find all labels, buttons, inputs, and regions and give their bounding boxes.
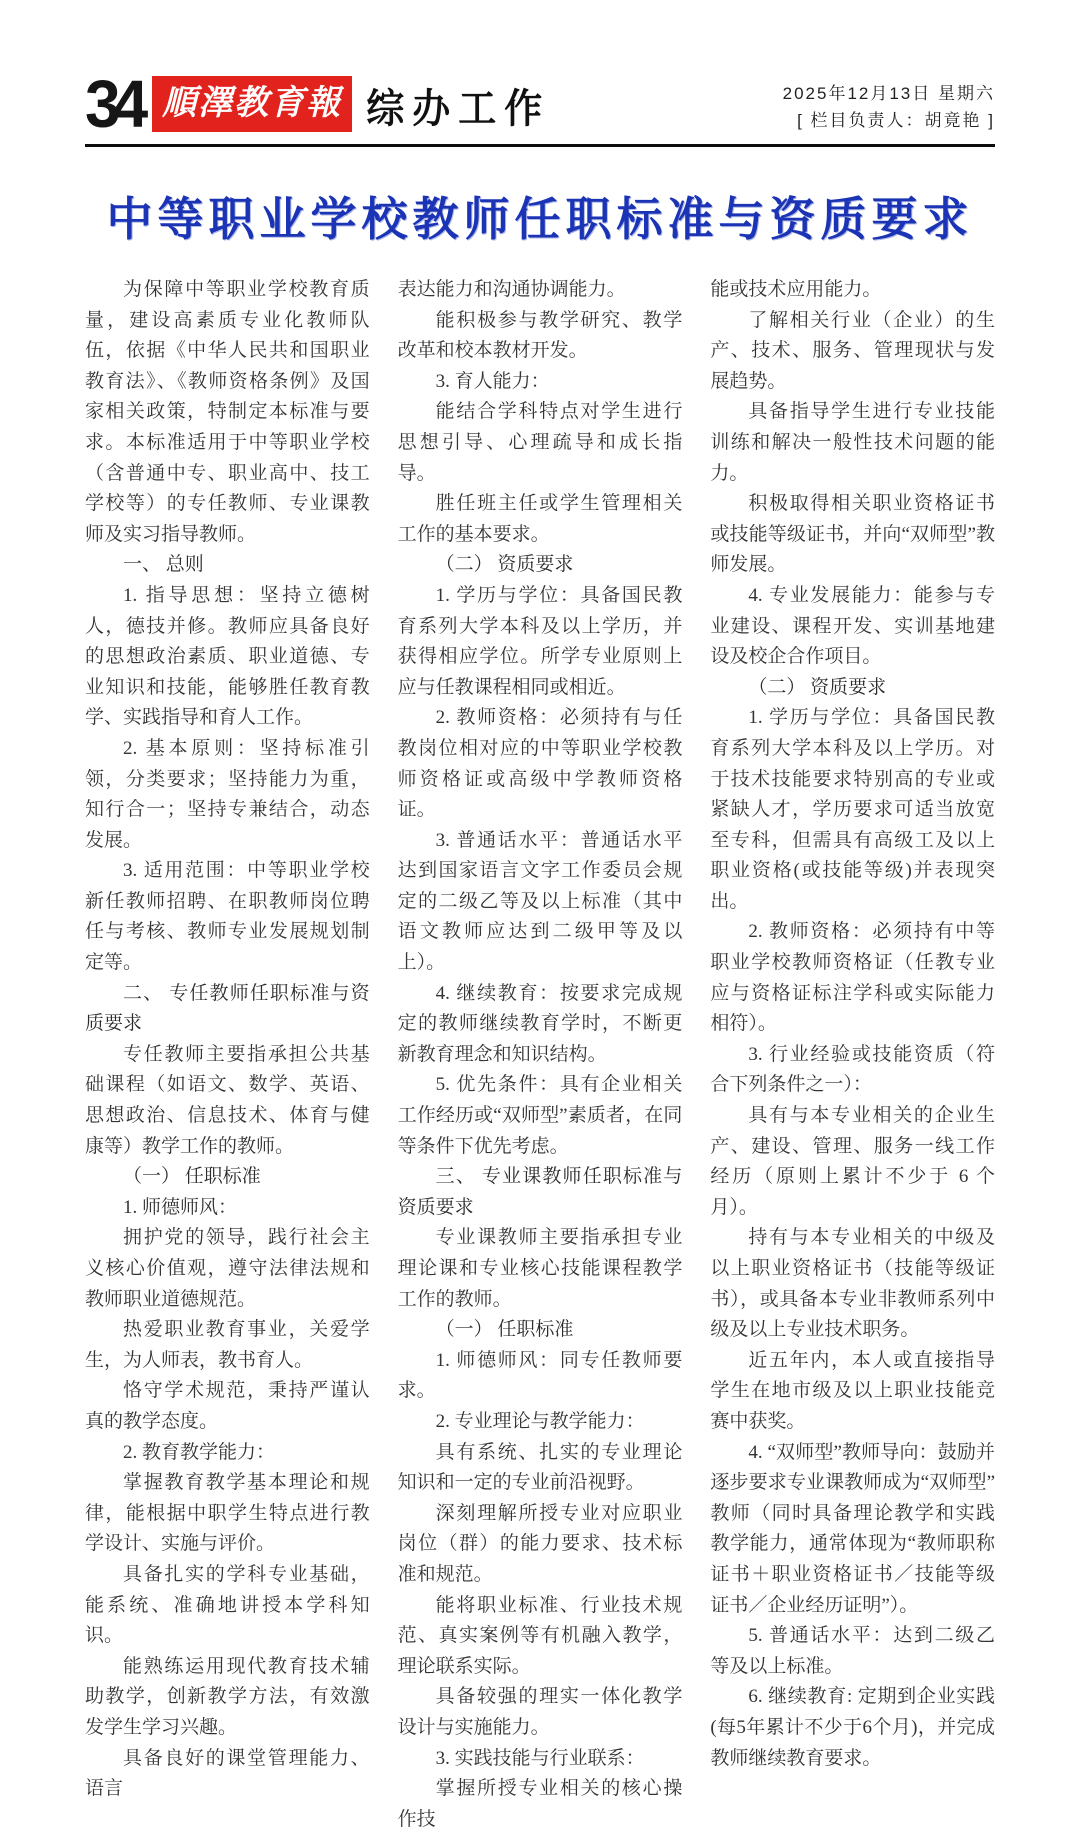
column-3 bbox=[710, 275, 995, 1835]
paragraph: 2. 专业理论与教学能力： bbox=[435, 1410, 645, 1432]
paragraph: 具备扎实的学科专业基础，能系统、准确地讲授本学科知识。 bbox=[85, 1563, 370, 1647]
date-line: 2025年12月13日 星期六 bbox=[782, 84, 995, 103]
paragraph: 表达能力和沟通协调能力。 bbox=[397, 279, 626, 300]
header-left bbox=[85, 66, 551, 142]
paragraph: 恪守学术规范，秉持严谨认真的教学态度。 bbox=[85, 1380, 370, 1432]
paragraph: 具有系统、扎实的专业理论知识和一定的专业前沿视野。 bbox=[397, 1441, 683, 1494]
paragraph: 具备较强的理实一体化教学设计与实施能力。 bbox=[397, 1686, 683, 1738]
paragraph: 1. 指导思想：坚持立德树人，德技并修。教师应具备良好的思想政治素质、职业道德、专业知识和技能，能够胜任教育教学、实践指导和育人工作。 bbox=[85, 584, 370, 729]
article-title: 中等职业学校教师任职标准与资质要求 bbox=[106, 194, 974, 245]
paragraph: 2. 教师资格：必须持有与任教岗位相对应的中等职业学校教师资格证或高级中学教师资格证。 bbox=[397, 707, 683, 821]
paragraph: 能结合学科特点对学生进行思想引导、心理疏导和成长指导。 bbox=[397, 401, 683, 484]
paragraph: 2. 基本原则：坚持标准引领，分类要求；坚持能力为重，知行合一；坚持专兼结合，动态发展。 bbox=[85, 737, 370, 851]
paragraph: 能将职业标准、行业技术规范、真实案例等有机融入教学，理论联系实际。 bbox=[397, 1594, 683, 1677]
header-right bbox=[783, 80, 995, 136]
paragraph: 了解相关行业（企业）的生产、技术、服务、管理现状与发展趋势。 bbox=[710, 309, 996, 392]
paragraph: 拥护党的领导，践行社会主义核心价值观，遵守法律法规和教师职业道德规范。 bbox=[85, 1227, 370, 1310]
page-number: 34 bbox=[85, 66, 141, 142]
paragraph: 近五年内，本人或直接指导学生在地市级及以上职业技能竞赛中获奖。 bbox=[710, 1349, 996, 1432]
paragraph: 能或技术应用能力。 bbox=[710, 279, 882, 300]
paragraph: 3. 实践技能与行业联系： bbox=[435, 1747, 645, 1769]
section-heading: （二） 资质要求 bbox=[748, 676, 887, 698]
paragraph: 3. 普通话水平：普通话水平达到国家语言文字工作委员会规定的二级乙等及以上标准（其中语文教师应达到二级甲等及以上）。 bbox=[397, 829, 683, 974]
paragraph: 专业课教师主要指承担专业理论课和专业核心技能课程教学工作的教师。 bbox=[397, 1227, 683, 1310]
section-heading: （二） 资质要求 bbox=[435, 554, 574, 576]
paragraph: 具备指导学生进行专业技能训练和解决一般性技术问题的能力。 bbox=[710, 401, 996, 484]
paragraph: 4. “双师型”教师导向：鼓励并逐步要求专业课教师成为“双师型”教师（同时具备理论教学和实践教学能力，通常体现为“教师职称证书＋职业资格证书／技能等级证书／企业经历证明”）。 bbox=[710, 1441, 996, 1616]
paragraph: 能积极参与教学研究、教学改革和校本教材开发。 bbox=[397, 309, 683, 362]
paragraph: 持有与本专业相关的中级及以上职业资格证书（技能等级证书），或具备本专业非教师系列中级及以上专业技术职务。 bbox=[710, 1227, 996, 1341]
paragraph: 热爱职业教育事业，关爱学生，为人师表，教书育人。 bbox=[85, 1319, 370, 1371]
paragraph: 积极取得相关职业资格证书或技能等级证书，并向“双师型”教师发展。 bbox=[710, 493, 996, 576]
paragraph: 专任教师主要指承担公共基础课程（如语文、数学、英语、思想政治、信息技术、体育与健康等）教学工作的教师。 bbox=[85, 1043, 370, 1157]
paragraph: 3. 适用范围：中等职业学校新任教师招聘、在职教师岗位聘任与考核、教师专业发展规划制定等。 bbox=[85, 860, 370, 974]
paragraph: 1. 学历与学位：具备国民教育系列大学本科及以上学历。对于技术技能要求特别高的专业或紧缺人才，学历要求可适当放宽至专科，但需具有高级工及以上职业资格(或技能等级)并表现突出。 bbox=[710, 707, 996, 912]
paragraph: 3. 行业经验或技能资质（符合下列条件之一）： bbox=[710, 1043, 996, 1096]
paragraph: 胜任班主任或学生管理相关工作的基本要求。 bbox=[397, 493, 683, 545]
paragraph: 1. 师德师风： bbox=[123, 1196, 238, 1218]
paragraph: 掌握所授专业相关的核心操作技 bbox=[397, 1778, 683, 1830]
paragraph: 1. 师德师风：同专任教师要求。 bbox=[397, 1349, 683, 1402]
paragraph: 2. 教育教学能力： bbox=[123, 1441, 276, 1463]
paragraph: 4. 专业发展能力：能参与专业建设、课程开发、实训基地建设及校企合作项目。 bbox=[710, 584, 996, 668]
section-heading: （一） 任职标准 bbox=[123, 1166, 261, 1188]
paragraph: 具有与本专业相关的企业生产、建设、管理、服务一线工作经历（原则上累计不少于 6 个月）。 bbox=[710, 1105, 996, 1218]
column-1 bbox=[85, 275, 370, 1835]
editor-line: [ 栏目负责人：胡竟艳 ] bbox=[797, 111, 995, 130]
paragraph: 5. 普通话水平：达到二级乙等及以上标准。 bbox=[710, 1625, 996, 1677]
paragraph: 2. 教师资格：必须持有中等职业学校教师资格证（任教专业应与资格证标注学科或实际能力相符）。 bbox=[710, 921, 996, 1035]
paragraph: 6. 继续教育: 定期到企业实践(每5年累计不少于6个月)，并完成教师继续教育要求。 bbox=[710, 1686, 996, 1769]
article-body bbox=[85, 275, 995, 1835]
paragraph: 深刻理解所授专业对应职业岗位（群）的能力要求、技术标准和规范。 bbox=[397, 1502, 683, 1585]
paragraph: 能熟练运用现代教育技术辅助教学，创新教学方法，有效激发学生学习兴趣。 bbox=[85, 1655, 370, 1738]
newspaper-page bbox=[0, 66, 1080, 1835]
paragraph: 3. 育人能力： bbox=[435, 370, 550, 392]
paragraph: 为保障中等职业学校教育质量，建设高素质专业化教师队伍，依据《中华人民共和国职业教育法》、《教师资格条例》及国家相关政策，特制定本标准与要求。本标准适用于中等职业学校（含普通中专、职业高中、技工学校等）的专任教师、专业课教师及实习指导教师。 bbox=[85, 279, 370, 545]
section-heading: 三、 专业课教师任职标准与资质要求 bbox=[397, 1166, 683, 1218]
section-heading: （一） 任职标准 bbox=[435, 1319, 574, 1341]
page-header bbox=[85, 66, 995, 142]
section-heading: 二、 专任教师任职标准与资质要求 bbox=[85, 982, 370, 1035]
paragraph: 掌握教育教学基本理论和规律，能根据中职学生特点进行教学设计、实施与评价。 bbox=[85, 1472, 370, 1555]
paragraph: 5. 优先条件：具有企业相关工作经历或“双师型”素质者，在同等条件下优先考虑。 bbox=[397, 1074, 683, 1157]
paragraph: 1. 学历与学位：具备国民教育系列大学本科及以上学历，并获得相应学位。所学专业原则上应与任教课程相同或相近。 bbox=[397, 584, 683, 698]
masthead-logo: 順澤教育報 bbox=[152, 76, 352, 132]
section-title: 综办工作 bbox=[366, 86, 551, 131]
column-2 bbox=[398, 275, 683, 1835]
paragraph: 具备良好的课堂管理能力、语言 bbox=[85, 1747, 370, 1800]
section-heading: 一、 总则 bbox=[123, 554, 204, 576]
header-divider bbox=[85, 144, 995, 147]
paragraph: 4. 继续教育：按要求完成规定的教师继续教育学时，不断更新教育理念和知识结构。 bbox=[397, 982, 683, 1065]
